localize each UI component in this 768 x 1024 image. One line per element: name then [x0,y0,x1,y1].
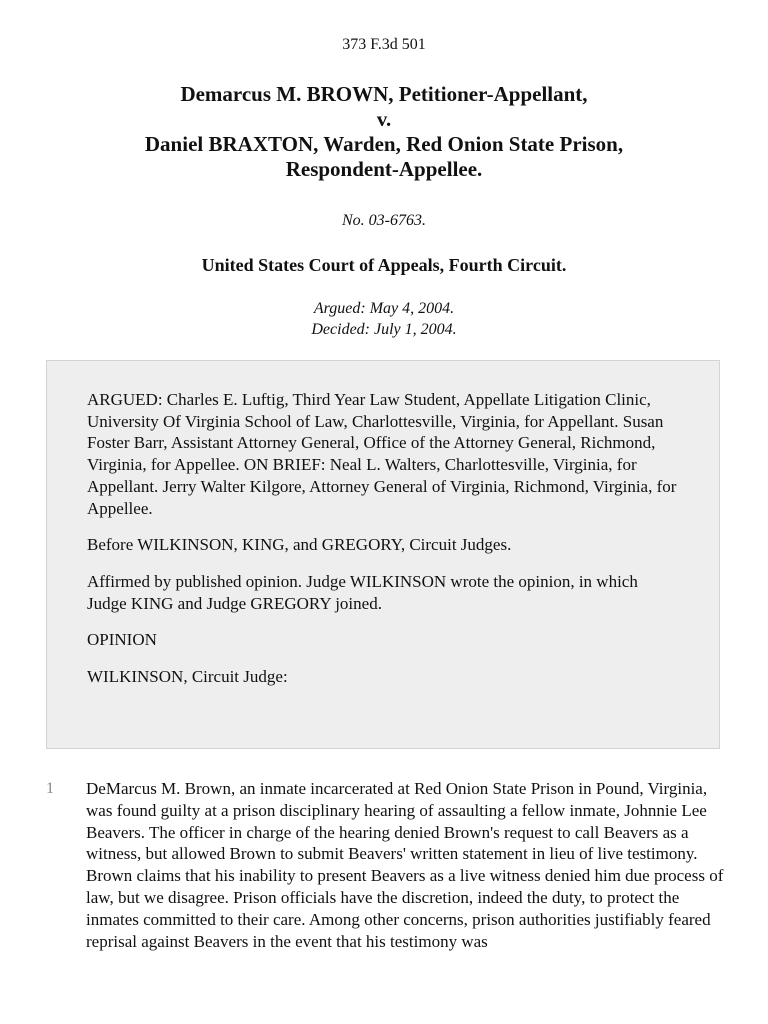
decided-date: Decided: July 1, 2004. [311,321,457,338]
case-citation: 373 F.3d 501 [342,36,426,53]
case-caption [0,82,768,182]
docket-number: No. 03-6763. [342,212,426,229]
headnote-box [46,360,720,749]
caption-appellee-role: Respondent-Appellee. [285,157,483,181]
argued-date: Argued: May 4, 2004. [313,300,455,317]
caption-appellant: Demarcus M. BROWN, Petitioner-Appellant, [180,82,588,106]
disposition-text: Affirmed by published opinion. Judge WILKINSON wrote the opinion, in which Judge KING and Judge GREGORY joined. [87,571,638,613]
court-name: United States Court of Appeals, Fourth Circuit. [201,255,567,275]
paragraph-text: DeMarcus M. Brown, an inmate incarcerated at Red Onion State Prison in Pound, Virginia, was found guilty at a prison disciplinary hearing of assaulting a fellow inmate, Johnnie Lee Beavers. The officer in charge of the hearing denied Brown's request to call Beavers as a witness, but allowed Brown to submit Beavers' written statement in lieu of live testimony. Brown claims that his inability to present Beavers as a live witness denied him due process of law, but we disagree. Prison officials have the discretion, indeed the duty, to protect the inmates committed to their care. Among other concerns, prison authorities justifiably feared reprisal against Beavers in the event that his testimony was [86,779,724,951]
panel-text: Before WILKINSON, KING, and GREGORY, Circuit Judges. [87,535,512,555]
counsel-text: ARGUED: Charles E. Luftig, Third Year Law Student, Appellate Litigation Clinic, University Of Virginia School of Law, Charlottesville, Virginia, for Appellant. Susan Foster Barr, Assistant Attorney General, Office of the Attorney General, Richmond, Virginia, for Appellee. ON BRIEF: Neal L. Walters, Charlottesville, Virginia, for Appellant. Jerry Walter Kilgore, Attorney General of Virginia, Richmond, Virginia, for Appellee. [87,390,677,518]
caption-appellee: Daniel BRAXTON, Warden, Red Onion State Prison, [144,132,624,156]
opinion-label: OPINION [87,630,157,650]
case-dates [0,298,768,340]
opinion-author: WILKINSON, Circuit Judge: [87,667,288,687]
paragraph-number: 1 [46,780,54,797]
caption-versus: v. [376,107,392,131]
